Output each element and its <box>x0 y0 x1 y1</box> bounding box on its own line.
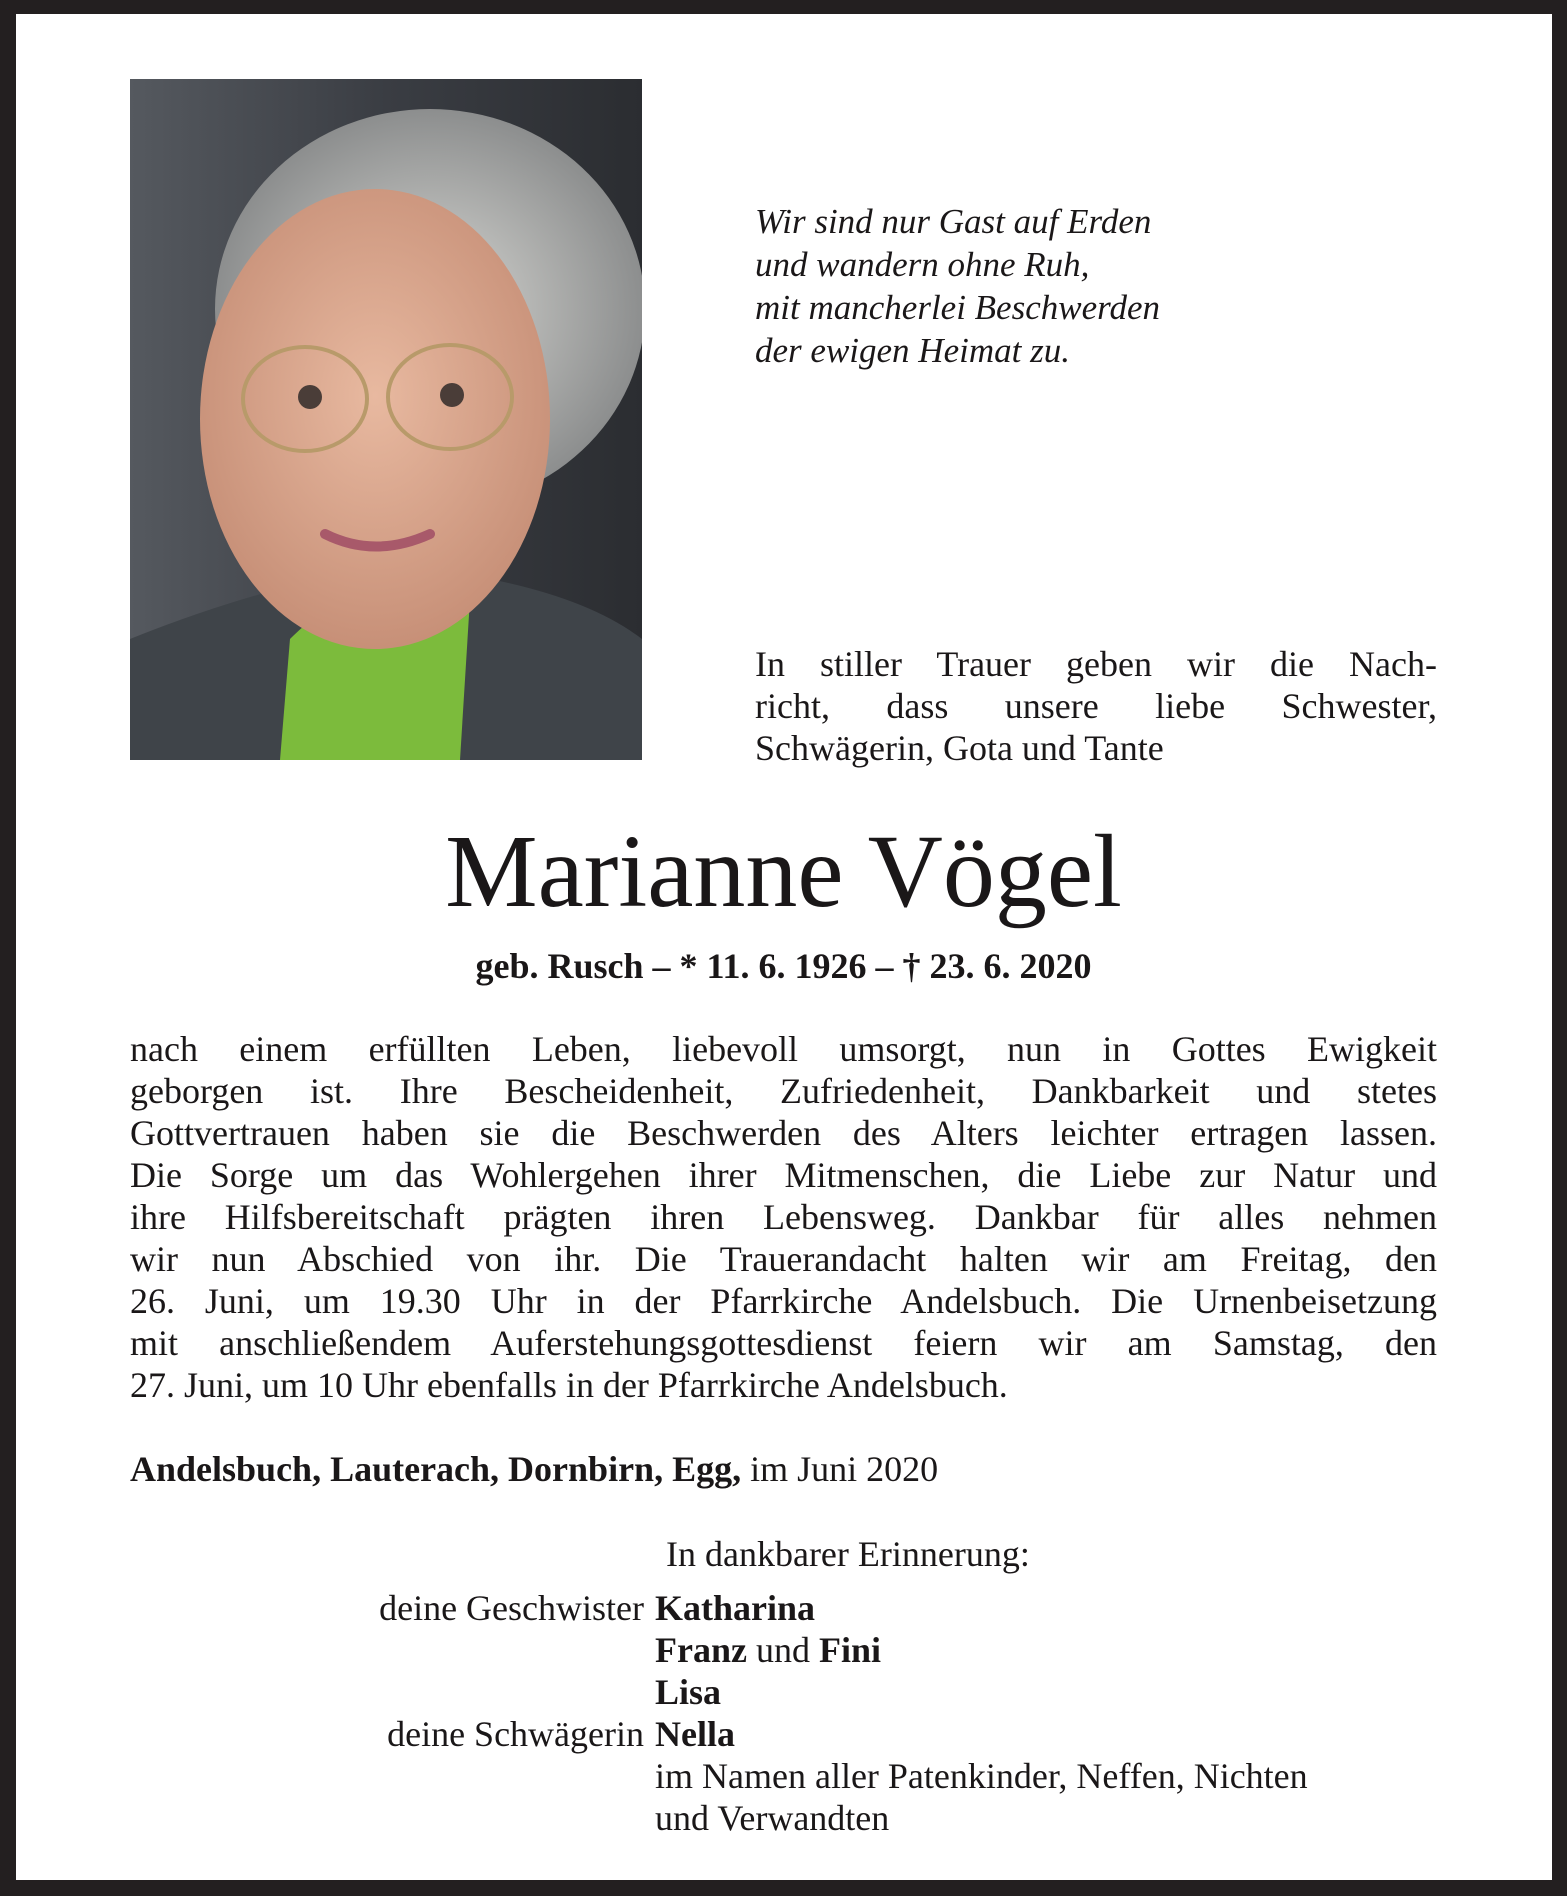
signer: Fini <box>818 1630 881 1670</box>
body-line: nach einem erfüllten Leben, liebevoll umsorgt, nun in Gottes Ewigkeit <box>130 1029 1437 1069</box>
body-text <box>130 1028 1437 1406</box>
body-line: geborgen ist. Ihre Bescheidenheit, Zufriedenheit, Dankbarkeit und stetes <box>130 1071 1437 1111</box>
places-date <box>130 1448 938 1490</box>
siblings-label: deine Geschwister <box>379 1588 644 1628</box>
intro-text <box>755 643 1437 769</box>
body-line: mit anschließendem Auferstehungsgottesdienst feiern wir am Samstag, den <box>130 1323 1437 1363</box>
quote-line: und wandern ohne Ruh, <box>755 245 1090 284</box>
places: Andelsbuch, Lauterach, Dornbirn, Egg, <box>130 1449 742 1489</box>
intro-line: In stiller Trauer geben wir die Nach- <box>755 644 1437 684</box>
poem-quote <box>755 200 1160 372</box>
signer: Nella <box>655 1714 735 1754</box>
body-line: wir nun Abschied von ihr. Die Trauerandacht halten wir am Freitag, den <box>130 1239 1437 1279</box>
thanks-heading: In dankbarer Erinnerung: <box>666 1534 1030 1574</box>
body-line: 27. Juni, um 10 Uhr ebenfalls in der Pfarrkirche Andelsbuch. <box>130 1365 1008 1405</box>
signer: Lisa <box>655 1672 722 1712</box>
intro-line: richt, dass unsere liebe Schwester, <box>755 686 1437 726</box>
signer: Katharina <box>655 1588 816 1628</box>
birth-death-dates: geb. Rusch – * 11. 6. 1926 – † 23. 6. 2020 <box>475 946 1092 986</box>
others-line: und Verwandten <box>655 1798 890 1838</box>
portrait-photo <box>130 79 642 760</box>
body-line: Die Sorge um das Wohlergehen ihrer Mitmenschen, die Liebe zur Natur und <box>130 1155 1437 1195</box>
inlaw-label: deine Schwägerin <box>387 1714 644 1754</box>
date: im Juni 2020 <box>750 1449 939 1489</box>
signer: Franz <box>655 1630 747 1670</box>
body-line: ihre Hilfsbereitschaft prägten ihren Lebensweg. Dankbar für alles nehmen <box>130 1197 1437 1237</box>
quote-line: mit mancherlei Beschwerden <box>755 288 1160 327</box>
others-line: im Namen aller Patenkinder, Neffen, Nichten <box>655 1756 1308 1796</box>
intro-line: Schwägerin, Gota und Tante <box>755 728 1164 768</box>
signatures <box>0 1587 1567 1839</box>
quote-line: der ewigen Heimat zu. <box>755 331 1070 370</box>
deceased-name: Marianne Vögel <box>445 814 1122 929</box>
body-line: Gottvertrauen haben sie die Beschwerden des Alters leichter ertragen lassen. <box>130 1113 1437 1153</box>
body-line: 26. Juni, um 19.30 Uhr in der Pfarrkirche Andelsbuch. Die Urnenbeisetzung <box>130 1281 1437 1321</box>
und-text: und <box>755 1630 810 1670</box>
quote-line: Wir sind nur Gast auf Erden <box>755 202 1152 241</box>
